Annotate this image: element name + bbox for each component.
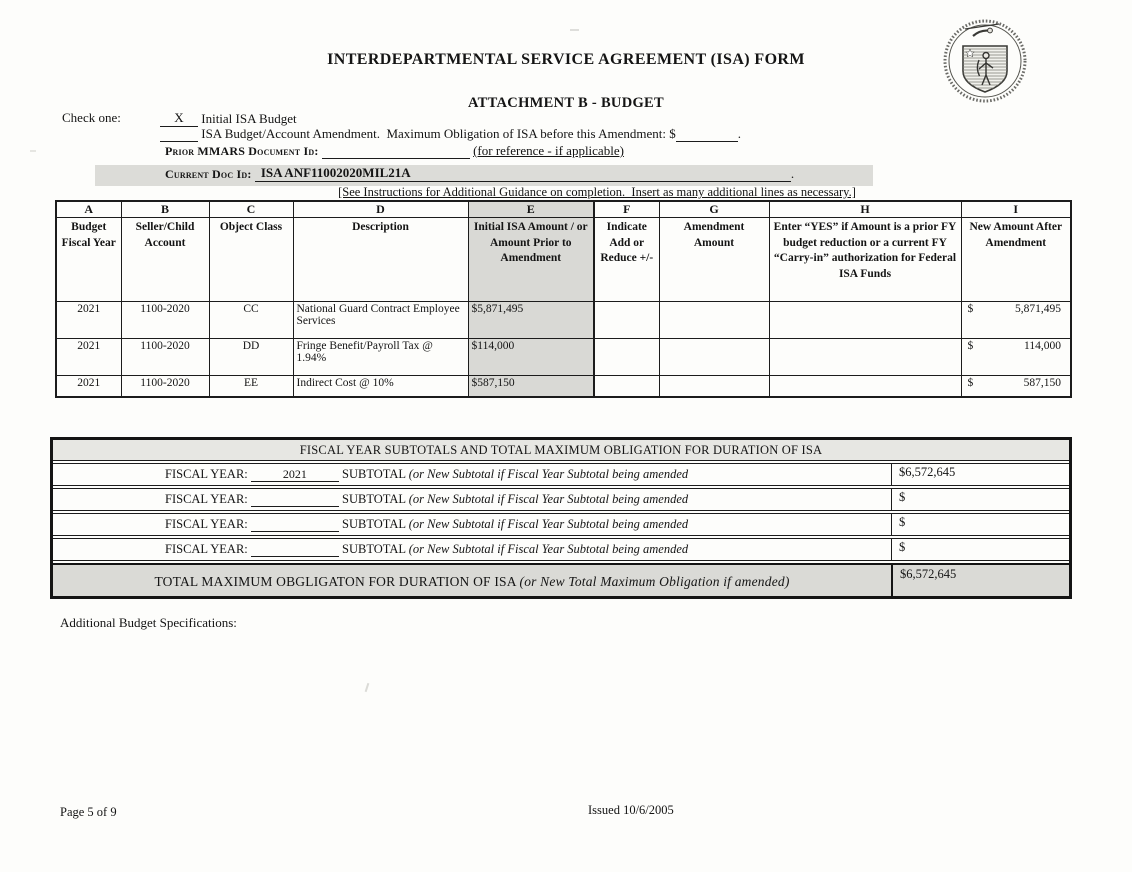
subtotal-label: SUBTOTAL <box>338 467 409 481</box>
current-doc-id-value: ISA ANF11002020MIL21A <box>255 165 791 182</box>
initial-budget-checkmark-field: X <box>160 110 198 127</box>
column-letter-a: A <box>56 201 121 218</box>
fiscal-year-prefix: FISCAL YEAR: <box>165 492 251 506</box>
fiscal-year-subtotal-amount: $ <box>891 539 1069 560</box>
fiscal-year-subtotal-amount: $ <box>891 514 1069 535</box>
column-header-g: Amendment Amount <box>659 218 769 302</box>
amendment-period: . <box>737 126 741 141</box>
prior-mmars-note: (for reference - if applicable) <box>473 143 624 158</box>
cell-indicate-add-reduce <box>594 376 659 398</box>
amendment-label: ISA Budget/Account Amendment. Maximum Obligation of ISA before this Amendment: $ <box>201 126 676 141</box>
new-amount-value: 5,871,495 <box>1015 303 1061 315</box>
column-header-a: Budget Fiscal Year <box>56 218 121 302</box>
new-amount-wrap <box>965 340 1068 352</box>
subtotals-header: FISCAL YEAR SUBTOTALS AND TOTAL MAXIMUM OBLIGATION FOR DURATION OF ISA <box>53 440 1069 461</box>
new-amount-value: 587,150 <box>1023 377 1061 389</box>
current-doc-id-line <box>165 165 794 182</box>
option-initial-isa-budget <box>160 110 297 127</box>
cell-initial-isa-amount: $587,150 <box>468 376 594 398</box>
subtotal-label: SUBTOTAL <box>338 492 409 506</box>
fiscal-year-blank-field <box>251 531 339 532</box>
check-one-label: Check one: <box>62 110 121 125</box>
new-amount-wrap <box>965 303 1068 315</box>
column-letter-e: E <box>468 201 594 218</box>
total-obligation-label: TOTAL MAXIMUM OBGLIGATON FOR DURATION OF ISA (or New Total Maximum Obligation if amended) <box>154 574 790 589</box>
cell-description: Indirect Cost @ 10% <box>293 376 468 398</box>
budget-row <box>56 376 1071 398</box>
attachment-title: ATTACHMENT B - BUDGET <box>467 95 665 111</box>
new-amount-currency: $ <box>967 340 974 352</box>
scan-artifact <box>570 29 579 31</box>
cell-object-class: CC <box>209 302 293 339</box>
cell-new-amount <box>961 302 1071 339</box>
cell-budget-fiscal-year: 2021 <box>56 339 121 376</box>
fiscal-year-label <box>53 467 891 482</box>
fiscal-year-label <box>53 492 891 507</box>
fiscal-year-prefix: FISCAL YEAR: <box>165 542 251 556</box>
column-letter-row <box>56 201 1071 218</box>
additional-budget-specifications-label: Additional Budget Specifications: <box>60 615 237 630</box>
cell-amendment-amount <box>659 302 769 339</box>
cell-budget-fiscal-year: 2021 <box>56 302 121 339</box>
total-obligation-amount: $6,572,645 <box>891 565 1069 596</box>
column-letter-f: F <box>594 201 659 218</box>
cell-indicate-add-reduce <box>594 339 659 376</box>
cell-prior-fy-yes <box>769 339 961 376</box>
budget-table <box>55 200 1072 398</box>
fiscal-year-subtotals-section <box>50 437 1072 599</box>
cell-amendment-amount <box>659 339 769 376</box>
fiscal-year-subtotal-row <box>53 463 1069 486</box>
column-letter-h: H <box>769 201 961 218</box>
column-header-f: Indicate Add or Reduce +/- <box>594 218 659 302</box>
subtotal-note: (or New Subtotal if Fiscal Year Subtotal being amended <box>408 542 689 556</box>
amendment-checkmark-field <box>160 141 198 142</box>
cell-initial-isa-amount: $5,871,495 <box>468 302 594 339</box>
column-header-row <box>56 218 1071 302</box>
cell-budget-fiscal-year: 2021 <box>56 376 121 398</box>
column-letter-d: D <box>293 201 468 218</box>
cell-new-amount <box>961 376 1071 398</box>
fiscal-year-blank-field <box>251 556 339 557</box>
fiscal-year-prefix: FISCAL YEAR: <box>165 467 251 481</box>
subtotal-label: SUBTOTAL <box>338 542 409 556</box>
fiscal-year-subtotal-row <box>53 488 1069 511</box>
scan-artifact <box>30 150 36 152</box>
initial-budget-label: Initial ISA Budget <box>201 111 297 126</box>
cell-description: Fringe Benefit/Payroll Tax @ 1.94% <box>293 339 468 376</box>
total-maximum-obligation-row <box>53 563 1069 596</box>
max-obligation-blank-field <box>676 141 738 142</box>
cell-prior-fy-yes <box>769 376 961 398</box>
form-title: INTERDEPARTMENTAL SERVICE AGREEMENT (ISA) FORM <box>327 51 805 68</box>
subtotal-note: (or New Subtotal if Fiscal Year Subtotal being amended <box>408 492 689 506</box>
new-amount-wrap <box>965 377 1068 389</box>
new-amount-value: 114,000 <box>1024 340 1061 352</box>
issued-date: Issued 10/6/2005 <box>588 803 674 817</box>
new-amount-currency: $ <box>967 303 974 315</box>
column-header-d: Description <box>293 218 468 302</box>
cell-seller-child-account: 1100-2020 <box>121 376 209 398</box>
fiscal-year-subtotal-amount: $ <box>891 489 1069 510</box>
current-doc-id-period: . <box>790 166 795 181</box>
instructions-note: [See Instructions for Additional Guidance on completion. Insert as many additional lines as necessary.] <box>338 185 856 199</box>
cell-object-class: DD <box>209 339 293 376</box>
column-header-e: Initial ISA Amount / or Amount Prior to Amendment <box>468 218 594 302</box>
cell-amendment-amount <box>659 376 769 398</box>
column-letter-b: B <box>121 201 209 218</box>
column-header-c: Object Class <box>209 218 293 302</box>
cell-object-class: EE <box>209 376 293 398</box>
fiscal-year-prefix: FISCAL YEAR: <box>165 517 251 531</box>
fiscal-year-subtotal-row <box>53 513 1069 536</box>
column-letter-c: C <box>209 201 293 218</box>
column-header-h: Enter “YES” if Amount is a prior FY budget reduction or a current FY “Carry-in” authorization for Federal ISA Funds <box>769 218 961 302</box>
fiscal-year-blank-field <box>251 506 339 507</box>
cell-description: National Guard Contract Employee Services <box>293 302 468 339</box>
subtotal-note: (or New Subtotal if Fiscal Year Subtotal being amended <box>408 467 689 481</box>
prior-mmars-line <box>165 143 624 159</box>
fiscal-year-subtotal-amount: $6,572,645 <box>891 464 1069 485</box>
prior-mmars-label: Prior MMARS Document Id: <box>165 144 319 158</box>
budget-row <box>56 339 1071 376</box>
page-number: Page 5 of 9 <box>60 805 117 819</box>
column-letter-g: G <box>659 201 769 218</box>
cell-prior-fy-yes <box>769 302 961 339</box>
cell-new-amount <box>961 339 1071 376</box>
new-amount-currency: $ <box>967 377 974 389</box>
cell-indicate-add-reduce <box>594 302 659 339</box>
cell-initial-isa-amount: $114,000 <box>468 339 594 376</box>
budget-row <box>56 302 1071 339</box>
option-isa-amendment <box>160 126 741 142</box>
subtotal-label: SUBTOTAL <box>338 517 409 531</box>
fiscal-year-label <box>53 517 891 532</box>
column-header-i: New Amount After Amendment <box>961 218 1071 302</box>
current-doc-id-label: Current Doc Id: <box>165 167 252 181</box>
column-letter-i: I <box>961 201 1071 218</box>
cell-seller-child-account: 1100-2020 <box>121 302 209 339</box>
column-header-b: Seller/Child Account <box>121 218 209 302</box>
fiscal-year-blank-field: 2021 <box>251 468 339 482</box>
cell-seller-child-account: 1100-2020 <box>121 339 209 376</box>
scan-artifact <box>365 683 370 692</box>
subtotal-note: (or New Subtotal if Fiscal Year Subtotal being amended <box>408 517 689 531</box>
fiscal-year-subtotal-row <box>53 538 1069 561</box>
prior-mmars-blank-field <box>322 158 470 159</box>
fiscal-year-label <box>53 542 891 557</box>
